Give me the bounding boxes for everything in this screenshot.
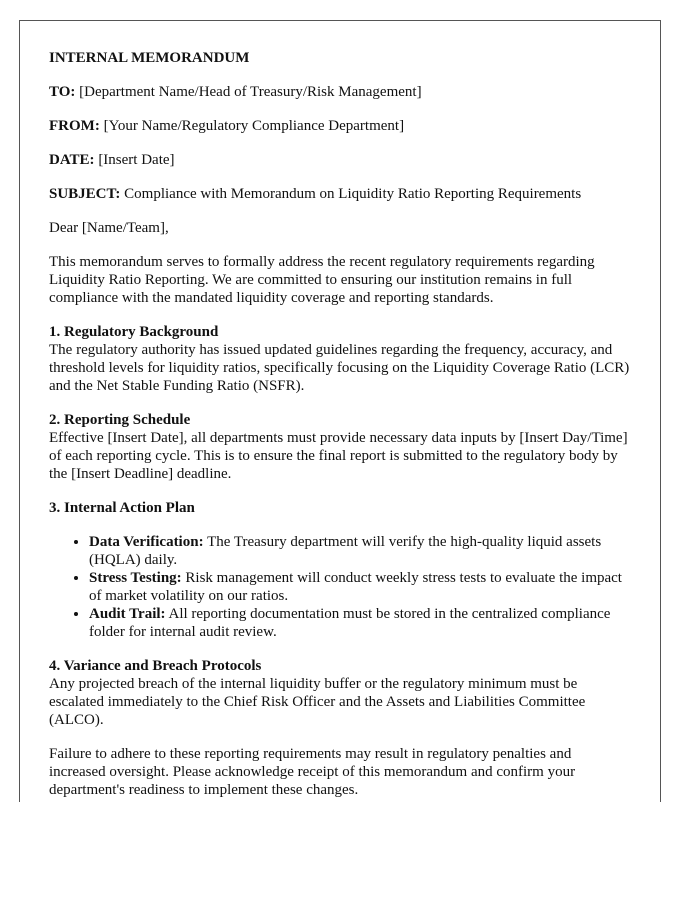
memo-title: INTERNAL MEMORANDUM [49,50,250,66]
section-reporting-schedule [49,411,631,483]
section-heading: 2. Reporting Schedule [49,412,191,428]
list-item-text: Risk management will conduct weekly stress tests to evaluate the impact of market volatility on our ratios. [89,570,622,604]
section-body: Any projected breach of the internal liquidity buffer or the regulatory minimum must be escalated immediately to the Chief Risk Officer and the Assets and Liabilities Committee (ALCO). [49,676,586,728]
date-label: DATE: [49,152,95,168]
to-value: [Department Name/Head of Treasury/Risk Management] [79,84,422,100]
intro-paragraph: This memorandum serves to formally address the recent regulatory requirements regarding Liquidity Ratio Reporting. We are committed to ensuring our institution remains in full compliance with the mandated liquidity coverage and reporting standards. [49,254,595,306]
from-label: FROM: [49,118,100,134]
to-label: TO: [49,84,76,100]
section-body: The regulatory authority has issued updated guidelines regarding the frequency, accuracy, and threshold levels for liquidity ratios, specifically focusing on the Liquidity Coverage Ratio (LCR) and the Net Stable Funding Ratio (NSFR). [49,342,630,394]
list-item-label: Stress Testing: [89,570,182,586]
list-item-data-verification [89,533,631,569]
subject-value: Compliance with Memorandum on Liquidity Ratio Reporting Requirements [124,186,582,202]
subject-label: SUBJECT: [49,186,121,202]
section-heading: 3. Internal Action Plan [49,500,195,516]
list-item-text: All reporting documentation must be stored in the centralized compliance folder for internal audit review. [89,606,611,640]
date-line [49,151,631,169]
section-regulatory-background [49,323,631,395]
list-item-audit-trail [89,605,631,641]
list-item-label: Audit Trail: [89,606,166,622]
salutation: Dear [Name/Team], [49,220,169,236]
closing-paragraph: Failure to adhere to these reporting requirements may result in regulatory penalties and increased oversight. Please acknowledge receipt of this memorandum and confirm your department's readiness to implement these changes. [49,746,576,798]
section-variance-breach-protocols [49,657,631,729]
from-line [49,117,631,135]
section-internal-action-plan [49,499,631,641]
date-value: [Insert Date] [98,152,175,168]
action-plan-list [49,533,631,641]
to-line [49,83,631,101]
list-item-label: Data Verification: [89,534,204,550]
subject-line [49,185,631,203]
memo-document [19,20,661,802]
section-body: Effective [Insert Date], all departments must provide necessary data inputs by [Insert Day/Time] of each reporting cycle. This is to ensure the final report is submitted to the regulatory body by the [Insert Deadline] deadline. [49,430,628,482]
from-value: [Your Name/Regulatory Compliance Department] [103,118,405,134]
list-item-stress-testing [89,569,631,605]
section-heading: 1. Regulatory Background [49,324,219,340]
list-item-text: The Treasury department will verify the high-quality liquid assets (HQLA) daily. [89,534,602,568]
section-heading: 4. Variance and Breach Protocols [49,658,262,674]
